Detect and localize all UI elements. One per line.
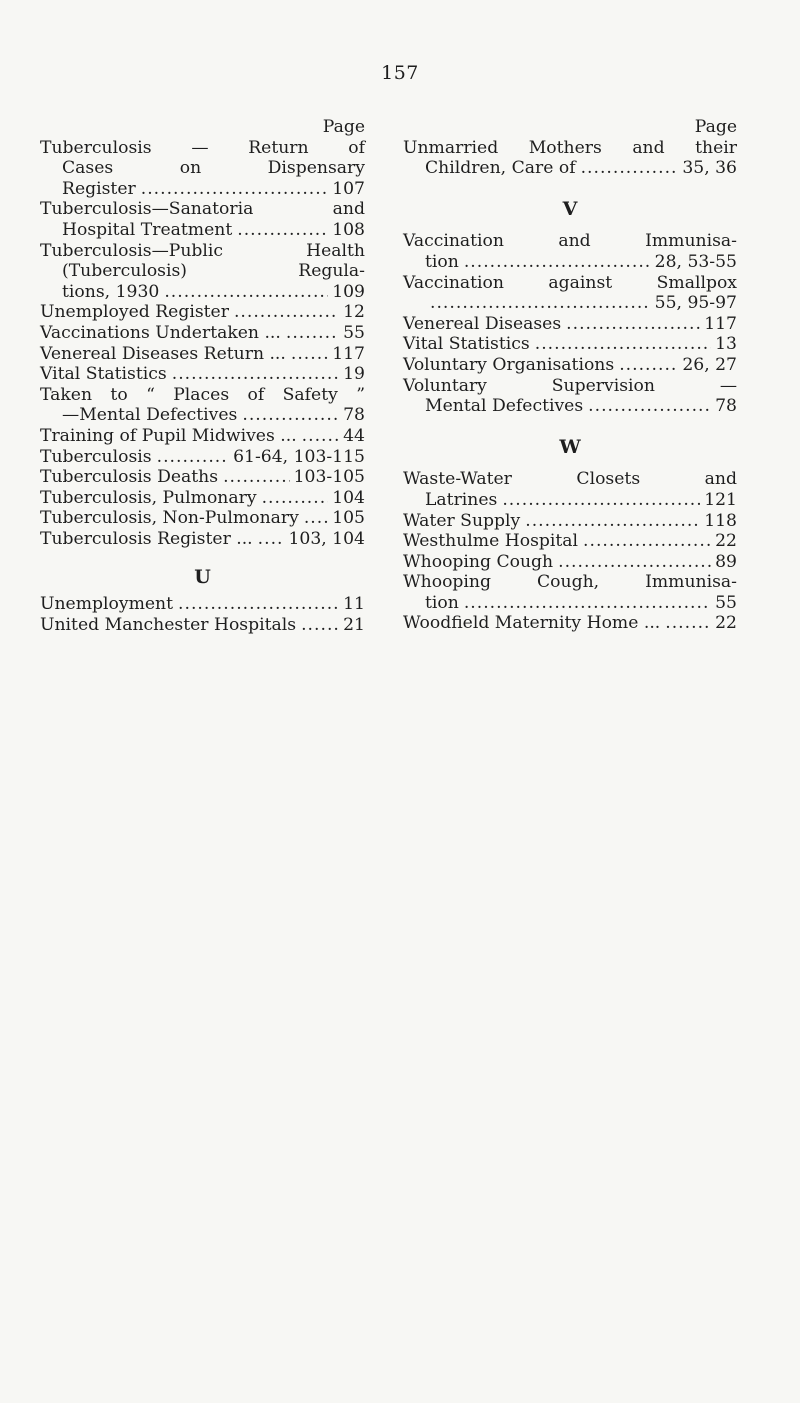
index-entry (40, 138, 365, 200)
leader-dots (172, 364, 339, 385)
index-entry (403, 355, 737, 376)
entry-text-line: Cases on Dispensary (62, 158, 365, 179)
index-entry (40, 302, 365, 323)
leader-dots (535, 334, 711, 355)
entry-title: Mental Defectives (425, 396, 584, 417)
leader-dots (430, 293, 651, 314)
entry-page-numbers: 55 (715, 592, 737, 613)
entry-page-numbers: 109 (332, 281, 365, 302)
entry-page-numbers: 105 (332, 508, 365, 529)
entry-title: Unemployed Register (40, 302, 229, 323)
entries-u (40, 594, 365, 635)
entry-title: Westhulme Hospital (403, 531, 579, 552)
leader-dots (262, 488, 329, 509)
entry-page-line (403, 293, 737, 314)
page-column-header: Page (322, 117, 365, 137)
entry-page-line (40, 220, 365, 241)
index-entry (403, 314, 737, 335)
entry-text-line: (Tuberculosis) Regula- (62, 261, 365, 282)
leader-dots (242, 405, 339, 426)
index-entry (40, 508, 365, 529)
section-letter-w: W (559, 435, 581, 458)
entry-page-line (403, 252, 737, 273)
entry-page-numbers: 61-64, 103-115 (233, 446, 365, 467)
entry-title: Tuberculosis Register ... (40, 528, 253, 549)
entry-title: Vaccinations Undertaken ... (40, 322, 281, 343)
section-letter-u: U (194, 566, 211, 589)
entry-page-numbers: 108 (332, 219, 365, 240)
entry-page-line (40, 179, 365, 200)
leader-dots (558, 552, 711, 573)
entry-title: Tuberculosis, Pulmonary (40, 487, 257, 508)
index-entry (40, 385, 365, 426)
entry-page-numbers: 19 (343, 364, 365, 385)
entry-page-numbers: 78 (715, 396, 737, 417)
entry-page-numbers: 22 (715, 531, 737, 552)
index-entry (403, 376, 737, 417)
entry-page-numbers: 103-105 (293, 467, 365, 488)
entry-page-line (403, 613, 737, 634)
entry-page-line (403, 552, 737, 573)
entry-title: Training of Pupil Midwives ... (40, 425, 297, 446)
entry-page-numbers: 55 (343, 322, 365, 343)
index-entry (40, 467, 365, 488)
page-number: 157 (381, 62, 419, 84)
entry-page-line (40, 344, 365, 365)
entry-page-line (40, 467, 365, 488)
entry-page-line (40, 488, 365, 509)
entry-title: Register (62, 178, 136, 199)
leader-dots (566, 314, 700, 335)
entry-page-numbers: 22 (715, 613, 737, 634)
leader-dots (286, 323, 339, 344)
index-entry (40, 426, 365, 447)
entry-text-line: Vaccination and Immunisa- (403, 231, 737, 252)
entry-page-numbers: 26, 27 (682, 354, 737, 375)
leader-dots (302, 426, 339, 447)
index-entry (403, 572, 737, 613)
section-letter-v: V (562, 197, 578, 220)
entry-title: Voluntary Organisations (403, 354, 615, 375)
entry-text-line: Voluntary Supervision — (403, 375, 737, 396)
index-entry (40, 447, 365, 468)
entry-text-line: Taken to “ Places of Safety ” (40, 384, 365, 405)
entry-page-numbers: 28, 53-55 (654, 251, 737, 272)
entry-title: Unemployment (40, 594, 174, 615)
entry-page-line (40, 447, 365, 468)
entry-title: Vital Statistics (403, 334, 530, 355)
entry-page-line (40, 508, 365, 529)
entry-title: Hospital Treatment (62, 219, 233, 240)
index-entry (40, 364, 365, 385)
entry-page-line (403, 355, 737, 376)
entry-page-numbers: 12 (343, 302, 365, 323)
entry-page-line (40, 426, 365, 447)
entry-text-line: Tuberculosis—Sanatoria and (40, 199, 365, 220)
entry-page-line (40, 529, 365, 550)
entry-page-line (403, 531, 737, 552)
index-entry (403, 552, 737, 573)
entry-text-line: Tuberculosis—Public Health (40, 240, 365, 261)
entry-page-numbers: 117 (704, 313, 737, 334)
entry-page-numbers: 35, 36 (682, 158, 737, 179)
entry-title: Latrines (425, 489, 498, 510)
index-entry (403, 531, 737, 552)
entry-title: Water Supply (403, 510, 521, 531)
right-column (403, 117, 737, 634)
entry-text-line: Waste-Water Closets and (403, 469, 737, 490)
entry-page-line (403, 593, 737, 614)
entry-page-numbers: 89 (715, 551, 737, 572)
leader-dots (588, 396, 711, 417)
index-entry (40, 529, 365, 550)
entry-title: Vital Statistics (40, 364, 167, 385)
leader-dots (581, 158, 679, 179)
index-entry (40, 594, 365, 615)
entry-title: Whooping Cough (403, 551, 554, 572)
entry-page-line (403, 396, 737, 417)
entry-page-line (40, 615, 365, 636)
index-entry (40, 488, 365, 509)
leader-dots (464, 252, 651, 273)
entry-page-numbers: 104 (332, 487, 365, 508)
entry-title: Tuberculosis (40, 446, 152, 467)
entry-title: tions, 1930 (62, 281, 160, 302)
entry-title: tion (425, 251, 459, 272)
entry-page-line (403, 334, 737, 355)
entry-page-line (403, 158, 737, 179)
entry-page-line (40, 282, 365, 303)
index-entry (40, 615, 365, 636)
leader-dots (525, 511, 700, 532)
leader-dots (464, 593, 711, 614)
index-entry (40, 344, 365, 365)
entry-page-line (40, 323, 365, 344)
entry-title: Tuberculosis Deaths (40, 467, 219, 488)
entry-page-numbers: 44 (343, 425, 365, 446)
leader-dots (291, 344, 328, 365)
entry-page-line (403, 511, 737, 532)
entry-page-numbers: 121 (704, 489, 737, 510)
leader-dots (502, 490, 700, 511)
entry-page-line (40, 302, 365, 323)
entry-text-line: Whooping Cough, Immunisa- (403, 572, 737, 593)
entry-title: Woodfield Maternity Home ... (403, 613, 661, 634)
leader-dots (665, 613, 711, 634)
entry-title: —Mental Defectives (62, 405, 238, 426)
index-entry (40, 323, 365, 344)
leader-dots (237, 220, 328, 241)
leader-dots (223, 467, 290, 488)
entry-page-numbers: 107 (332, 178, 365, 199)
leader-dots (157, 447, 229, 468)
leader-dots (619, 355, 678, 376)
page-column-header: Page (694, 117, 737, 137)
entry-text-line: Vaccination against Smallpox (403, 272, 737, 293)
leader-dots (258, 529, 285, 550)
entry-page-numbers: 103, 104 (288, 528, 365, 549)
entry-title: United Manchester Hospitals (40, 614, 297, 635)
index-entry (403, 138, 737, 179)
index-entry (40, 199, 365, 240)
entry-page-line (40, 594, 365, 615)
entry-page-numbers: 11 (343, 594, 365, 615)
entries-w (403, 469, 737, 634)
entry-text-line: Unmarried Mothers and their (403, 137, 737, 158)
leader-dots (304, 508, 328, 529)
entry-page-numbers: 55, 95-97 (654, 293, 737, 314)
entry-title: Tuberculosis, Non-Pulmonary (40, 508, 299, 529)
leader-dots (164, 282, 328, 303)
left-column (40, 117, 365, 635)
entry-text-line: Tuberculosis — Return of (40, 137, 365, 158)
entries-top (403, 138, 737, 179)
entry-page-line (40, 364, 365, 385)
index-entry (403, 334, 737, 355)
index-entry (403, 231, 737, 272)
entry-page-numbers: 78 (343, 405, 365, 426)
leader-dots (141, 179, 328, 200)
entry-page-numbers: 117 (332, 343, 365, 364)
entry-title: Venereal Diseases Return ... (40, 343, 286, 364)
entry-page-numbers: 13 (715, 334, 737, 355)
entry-page-line (403, 314, 737, 335)
entry-title: Venereal Diseases (403, 313, 562, 334)
entry-page-line (403, 490, 737, 511)
index-entry (403, 469, 737, 510)
leader-dots (178, 594, 339, 615)
index-entry (40, 241, 365, 303)
index-entry (403, 511, 737, 532)
entries-t (40, 138, 365, 550)
entry-title: tion (425, 592, 459, 613)
entry-page-numbers: 118 (704, 510, 737, 531)
entry-page-numbers: 21 (343, 614, 365, 635)
leader-dots (583, 531, 711, 552)
index-entry (403, 613, 737, 634)
entry-title: Children, Care of (425, 158, 576, 179)
entries-v (403, 231, 737, 416)
leader-dots (234, 302, 339, 323)
index-entry (403, 273, 737, 314)
entry-page-line (40, 405, 365, 426)
leader-dots (301, 615, 339, 636)
